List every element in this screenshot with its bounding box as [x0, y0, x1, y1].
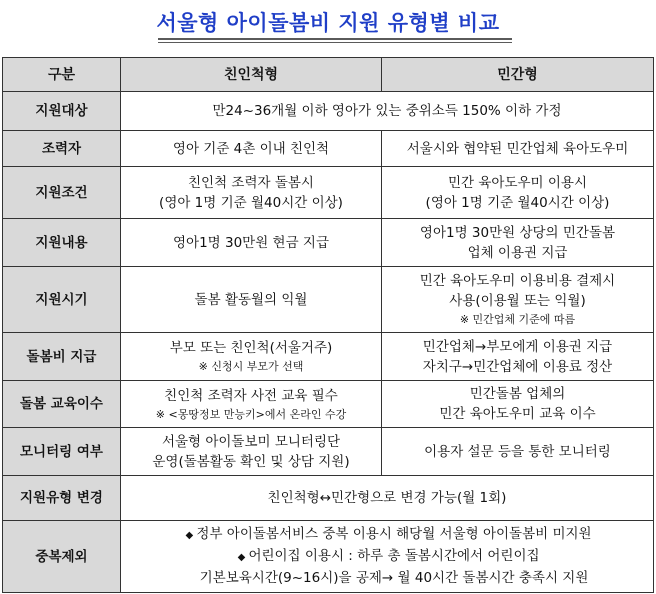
- cell-private: [382, 381, 654, 428]
- cell-line: 부모 또는 친인척(서울거주): [169, 340, 333, 356]
- row-duplicate: [3, 521, 654, 593]
- diamond-bullet-icon: ◆: [237, 552, 246, 563]
- cell-relative: [121, 333, 382, 381]
- cell-line: (영아 1명 기준 월40시간 이상): [425, 194, 610, 211]
- row-helper: [3, 131, 654, 167]
- row-label: 돌봄 교육이수: [3, 381, 121, 428]
- cell-line: (영아 1명 기준 월40시간 이상): [159, 194, 343, 211]
- bullet-continuation: 기본보육시간(9~16시)을 공제→ 월 40시간 돌봄시간 충족시 지원: [199, 570, 589, 586]
- cell-line: 민간 육아도우미 이용시: [448, 174, 587, 191]
- row-label: 중복제외: [3, 521, 121, 593]
- cell-relative: 돌봄 활동월의 익월: [121, 267, 382, 333]
- cell-private: [382, 167, 654, 219]
- header-category: 구분: [3, 58, 121, 92]
- cell-relative: [121, 428, 382, 476]
- cell-line: 서울형 아이돌보미 모니터링단: [161, 433, 341, 450]
- cell-line: 친인척 조력자 사전 교육 필수: [164, 387, 338, 404]
- row-education: [3, 381, 654, 428]
- row-target: [3, 92, 654, 131]
- cell-note: ※ 신청시 부모가 선택: [198, 360, 304, 373]
- cell-line: 사용(이용월 또는 익월): [449, 293, 586, 309]
- row-label: 돌봄비 지급: [3, 333, 121, 381]
- header-row: [3, 58, 654, 92]
- diamond-bullet-icon: ◆: [185, 530, 194, 541]
- cell-private: 서울시와 협약된 민간업체 육아도우미: [382, 131, 654, 167]
- row-change: [3, 476, 654, 521]
- bullet-item: [125, 524, 649, 546]
- row-payment: [3, 333, 654, 381]
- title-area: [0, 0, 656, 46]
- bullet-text: 정부 아이돌봄서비스 중복 이용시 해당월 서울형 아이돌봄비 미지원: [196, 526, 592, 542]
- row-conditions: [3, 167, 654, 219]
- cell-common: 만24~36개월 이하 영아가 있는 중위소득 150% 이하 가정: [121, 92, 654, 131]
- row-label: 지원유형 변경: [3, 476, 121, 521]
- header-relative: 친인척형: [121, 58, 382, 92]
- title-underline: [158, 38, 512, 40]
- cell-line: 운영(돌봄활동 확인 및 상담 지원): [152, 453, 350, 470]
- comparison-table: [2, 57, 654, 593]
- cell-relative: 영아 기준 4촌 이내 친인척: [121, 131, 382, 167]
- cell-line: 민간돌봄 업체의: [469, 386, 566, 402]
- header-private: 민간형: [382, 58, 654, 92]
- cell-line: 민간 육아도우미 교육 이수: [439, 406, 596, 422]
- cell-note: ※ <몽땅정보 만능키>에서 온라인 수강: [155, 407, 347, 421]
- cell-relative: [121, 381, 382, 428]
- cell-private: [382, 267, 654, 333]
- cell-bullets: [121, 521, 654, 593]
- cell-line: 민간 육아도우미 이용비용 결제시: [419, 273, 616, 289]
- bullet-text: 어린이집 이용시 : 하루 총 돌봄시간에서 어린이집: [248, 548, 540, 564]
- title-underline-thin: [158, 42, 512, 43]
- cell-line: 자치구→민간업체에 이용료 정산: [422, 358, 613, 375]
- cell-relative: 영아1명 30만원 현금 지급: [121, 219, 382, 267]
- row-label: 조력자: [3, 131, 121, 167]
- cell-line: 영아1명 30만원 상당의 민간돌봄: [419, 224, 616, 241]
- cell-private: [382, 219, 654, 267]
- row-content: [3, 219, 654, 267]
- row-label: 지원조건: [3, 167, 121, 219]
- row-label: 지원대상: [3, 92, 121, 131]
- cell-common: 친인척형↔민간형으로 변경 가능(월 1회): [121, 476, 654, 521]
- cell-note: ※ 민간업체 기준에 따름: [459, 313, 576, 326]
- row-label: 지원내용: [3, 219, 121, 267]
- row-label: 지원시기: [3, 267, 121, 333]
- row-label: 모니터링 여부: [3, 428, 121, 476]
- row-monitoring: [3, 428, 654, 476]
- bullet-item: [125, 546, 649, 568]
- row-timing: [3, 267, 654, 333]
- page-title: 서울형 아이돌봄비 지원 유형별 비교: [156, 11, 500, 35]
- cell-relative: [121, 167, 382, 219]
- cell-private: 이용자 설문 등을 통한 모니터링: [382, 428, 654, 476]
- cell-line: 민간업체→부모에게 이용권 지급: [422, 338, 613, 355]
- cell-line: 업체 이용권 지급: [467, 244, 568, 261]
- cell-private: [382, 333, 654, 381]
- cell-line: 친인척 조력자 돌봄시: [188, 174, 314, 191]
